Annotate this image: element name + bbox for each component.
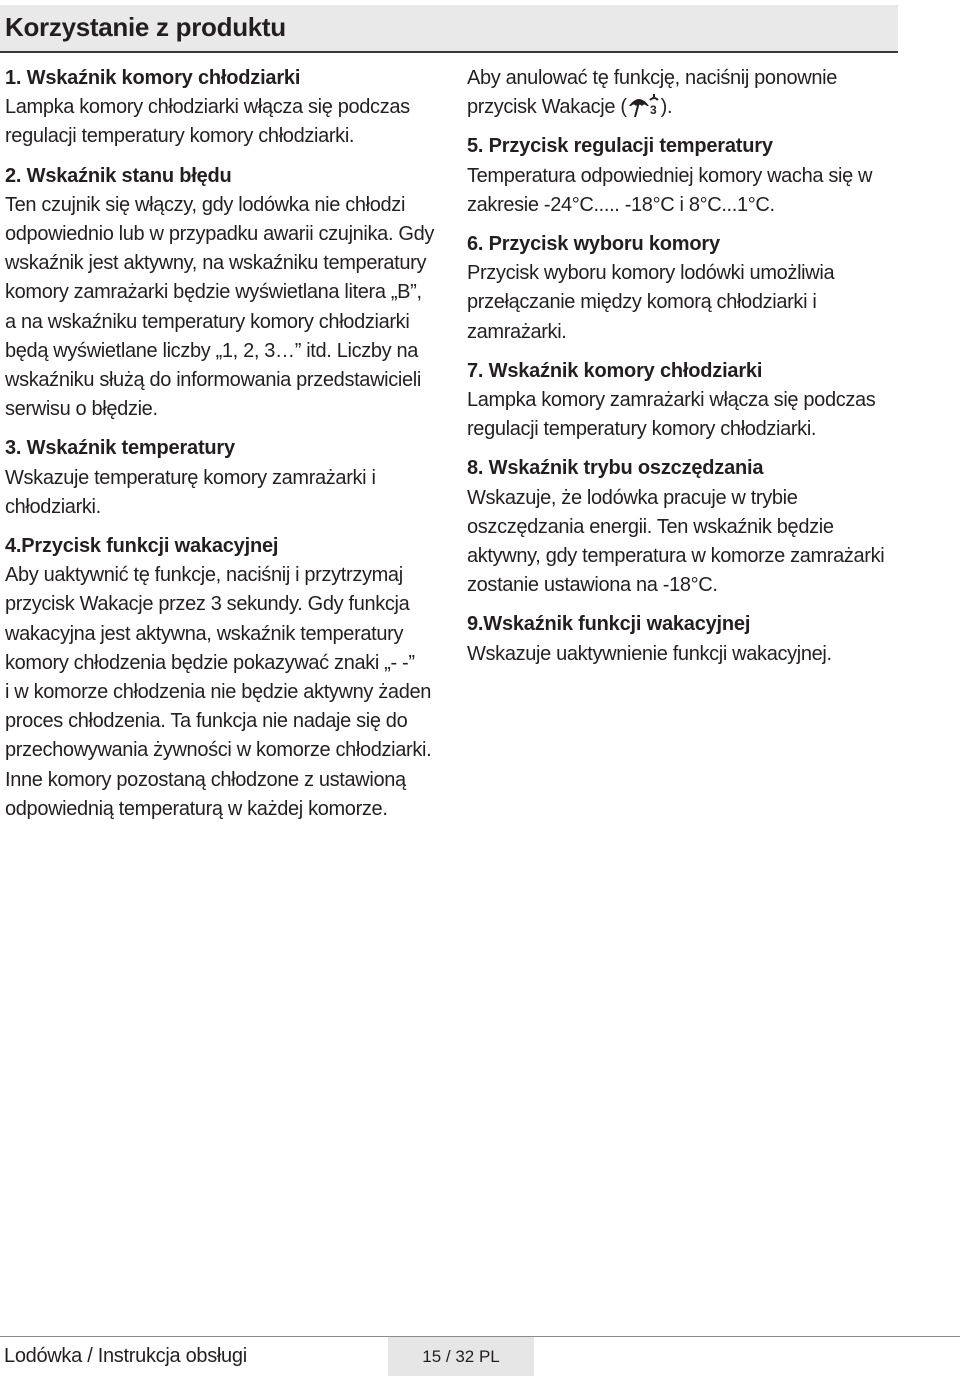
text-line: zakresie -24°C..... -18°C i 8°C...1°C.: [467, 193, 775, 216]
text-line: serwisu o błędzie.: [5, 398, 158, 421]
section-9: [467, 610, 907, 668]
section-8-heading: 8. Wskaźnik trybu oszczędzania: [467, 457, 764, 480]
text-line: przycisk Wakacje przez 3 sekundy. Gdy funkcja: [5, 593, 410, 616]
text-line: odpowiednią temperaturą w każdej komorze.: [5, 797, 388, 820]
text-line: [467, 93, 907, 122]
text-line: Lampka komory chłodziarki włącza się podczas: [5, 96, 410, 119]
section-1: [5, 64, 445, 152]
text-line: Ten czujnik się włączy, gdy lodówka nie chłodzi: [5, 193, 406, 216]
section-7-body: [467, 386, 907, 444]
section-8: [467, 454, 907, 600]
section-5-heading: 5. Przycisk regulacji temperatury: [467, 135, 773, 158]
text-line: wskaźnik jest aktywny, na wskaźniku temperatury: [5, 252, 427, 275]
section-3-body: [5, 464, 445, 522]
text-line: Aby anulować tę funkcję, naciśnij ponownie: [467, 67, 837, 89]
svg-text:3: 3: [649, 103, 656, 118]
section-3-heading: 3. Wskaźnik temperatury: [5, 437, 235, 460]
text-line: zostanie ustawiona na -18°C.: [467, 574, 718, 597]
section-4-body: [5, 561, 445, 824]
section-7-heading: 7. Wskaźnik komory chłodziarki: [467, 359, 763, 382]
text-line: komory chłodzenia będzie pokazywać znaki „- -”: [5, 651, 415, 674]
text-line: będą wyświetlane liczby „1, 2, 3…” itd. Liczby na: [5, 339, 419, 362]
text-line: Lampka komory zamrażarki włącza się podczas: [467, 389, 876, 412]
section-1-heading: 1. Wskaźnik komory chłodziarki: [5, 67, 301, 89]
section-5: [467, 132, 907, 220]
text-line: wskaźniku służą do informowania przedstawicieli: [5, 369, 421, 392]
footer-document-title: Lodówka / Instrukcja obsługi: [4, 1345, 247, 1367]
text-line: proces chłodzenia. Ta funkcja nie nadaje się do: [5, 710, 408, 733]
text-line: a na wskaźniku temperatury komory chłodziarki: [5, 310, 410, 333]
section-7: [467, 357, 907, 445]
text-line: oszczędzania energii. Ten wskaźnik będzie: [467, 515, 834, 538]
section-9-heading: 9.Wskaźnik funkcji wakacyjnej: [467, 613, 751, 636]
section-1-body: [5, 93, 445, 151]
text-line: przechowywania żywności w komorze chłodziarki.: [5, 739, 432, 762]
section-2-heading: 2. Wskaźnik stanu błędu: [5, 164, 232, 187]
text-line: Wskazuje uaktywnienie funkcji wakacyjnej.: [467, 642, 832, 665]
text-line: odpowiednio lub w przypadku awarii czujnika. Gdy: [5, 223, 434, 246]
text-line: wakacyjna jest aktywna, wskaźnik temperatury: [5, 622, 404, 645]
vacation-umbrella-icon: [627, 94, 661, 118]
text-line: Temperatura odpowiedniej komory wacha się w: [467, 164, 873, 187]
section-4-continued: [467, 64, 907, 122]
text-line: Wskazuje temperaturę komory zamrażarki i: [5, 466, 376, 489]
section-6-heading: 6. Przycisk wyboru komory: [467, 233, 720, 256]
section-3: [5, 434, 445, 522]
header-divider: [0, 51, 898, 53]
text-line: regulacji temperatury komory chłodziarki.: [467, 418, 817, 441]
text-line: Aby uaktywnić tę funkcje, naciśnij i przytrzymaj: [5, 564, 403, 587]
section-2-body: [5, 191, 445, 425]
page-number: 15 / 32 PL: [422, 1347, 500, 1366]
left-column: [5, 64, 445, 834]
section-4-heading: 4.Przycisk funkcji wakacyjnej: [5, 535, 279, 558]
text-line: aktywny, gdy temperatura w komorze zamrażarki: [467, 545, 885, 568]
section-8-body: [467, 484, 907, 601]
text-line: przełączanie między komorą chłodziarki i: [467, 291, 817, 314]
section-4-continued-body: [467, 64, 907, 122]
section-6-body: [467, 259, 907, 347]
text-line: i w komorze chłodzenia nie będzie aktywny żaden: [5, 681, 432, 704]
text-fragment: ).: [660, 96, 673, 119]
text-fragment: przycisk Wakacje (: [467, 96, 627, 119]
text-line: chłodziarki.: [5, 495, 101, 518]
section-6: [467, 230, 907, 347]
right-column: [467, 64, 907, 679]
text-line: Wskazuje, że lodówka pracuje w trybie: [467, 486, 798, 509]
section-9-body: [467, 640, 907, 669]
text-line: komory zamrażarki będzie wyświetlana litera „B”,: [5, 281, 422, 304]
page-number-box: [388, 1337, 534, 1376]
page-title: Korzystanie z produktu: [5, 12, 286, 42]
text-line: regulacji temperatury komory chłodziarki.: [5, 125, 355, 148]
text-line: zamrażarki.: [467, 320, 567, 343]
section-2: [5, 162, 445, 425]
section-5-body: [467, 162, 907, 220]
section-4: [5, 532, 445, 824]
text-line: Przycisk wyboru komory lodówki umożliwia: [467, 262, 835, 285]
text-line: Inne komory pozostaną chłodzone z ustawioną: [5, 768, 406, 791]
